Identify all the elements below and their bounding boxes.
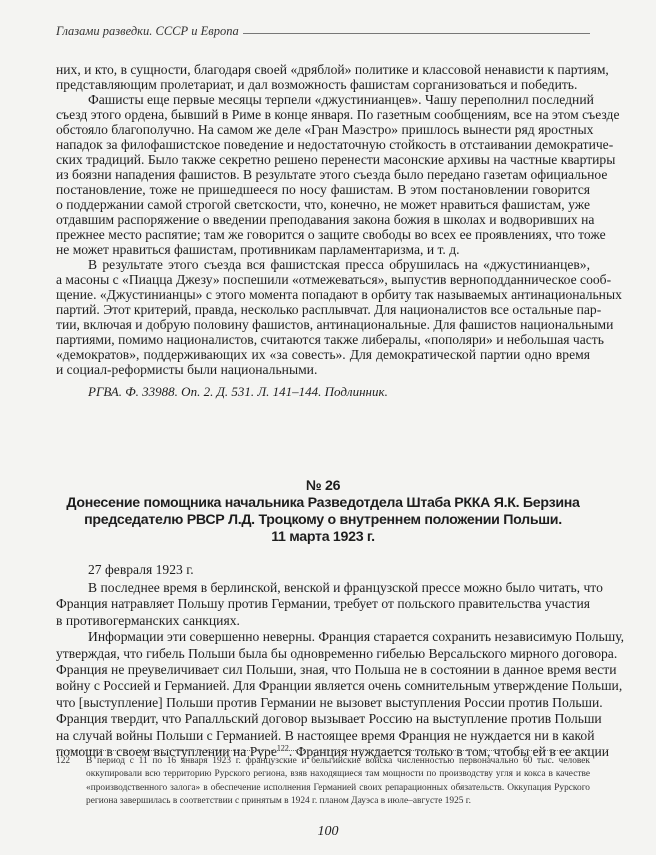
text-line: «демократов», поддерживающих их «за совесть». Для демократической партии одно время xyxy=(56,347,590,362)
text-line: В результате этого съезда вся фашистская пресса обрушилась на «джустинианцев», xyxy=(88,257,590,272)
text-line: ских традиций. Было также секретно решено перенести масонские архивы на частные квартиры xyxy=(56,152,616,167)
text-line: тии, включая и добрую половину фашистов, антинациональные. Для фашистов национальными xyxy=(56,317,614,332)
text-line: на случай войны Польши с Германией. В настоящее время Франция не нуждается ни в какой xyxy=(56,727,595,743)
text-line: о поддержании самой строгой светскости, что, конечно, не может нравиться фашистам, уже xyxy=(56,197,590,212)
body-text-top xyxy=(56,62,622,377)
footnote-number: 122 xyxy=(56,756,71,766)
archive-source: РГВА. Ф. 33988. Оп. 2. Д. 531. Л. 141–144. Подлинник. xyxy=(88,384,388,399)
text-line: Информации эти совершенно неверны. Франция старается сохранить независимую Польшу, xyxy=(88,629,625,645)
running-title: Глазами разведки. СССР и Европа xyxy=(56,24,239,38)
text-line: Франция не преувеличивает сил Польши, зная, что Польша не в состоянии в данное время вести xyxy=(56,661,617,677)
text-line: партиями, помимо националистов, считаются также либералы, «пополяри» и небольшая часть xyxy=(56,332,604,347)
text-line: Франция твердит, что Рапалльский договор вызывает Россию на выступление против Польши xyxy=(56,711,602,727)
text-line: партий. Этот критерий, правда, несколько расплывчат. Для националистов все остальные пар- xyxy=(56,302,602,317)
footnote-line: оккупировали всю территорию Рурского региона, взяв находящиеся там мощности по производству угля и кокса в качестве xyxy=(86,769,590,780)
text-line: в противогерманских санкциях. xyxy=(56,612,240,628)
text-line: и социал-реформисты были национальными. xyxy=(56,362,318,377)
text-line: щение. «Джустинианцы» с этого момента попадают в орбиту так называемых антинациональных xyxy=(56,287,622,302)
text-line: них, и кто, в сущности, благодаря своей «дряблой» политике и классовой ненависти к партиям, xyxy=(56,62,609,77)
text-line: войну с Россией и Германией. Для Франции является очень сомнительным утверждение Польши, xyxy=(56,678,623,694)
text-line: а масоны с «Пиацца Джезу» поспешили «отмежеваться», выпустив верноподданническое сооб- xyxy=(56,272,612,287)
document-number: № 26 xyxy=(305,478,341,494)
body-text-document xyxy=(56,580,625,760)
footnote-line: региона завершилась в соответствии с принятым в 1924 г. планом Дауэса в июле–августе 1925 г. xyxy=(86,795,471,806)
text-segment: помощи в своем выступлении на Руре xyxy=(56,743,277,759)
text-line: прежнее место распятие; там же говорится о защите свободы во всех ее проявлениях, что тоже xyxy=(56,227,606,242)
text-line: обстояло благополучно. На самом же деле «Гран Маэстро» пришлось вынести ряд яростных xyxy=(56,122,594,137)
text-line: съезд этого ордена, бывший в Риме в конце января. По газетным сообщениям, все на этом съезде xyxy=(56,107,620,122)
running-header xyxy=(56,24,590,39)
text-line: что [выступление] Польши против Германии не вызовет выступления России против Польши. xyxy=(56,694,603,710)
footnote-line: В период с 11 по 16 января 1923 г. французские и бельгийские войска численностью первоначально 60 тыс. человек xyxy=(86,756,590,766)
text-line: нападок за филофашистское поведение и недостаточную стойкость в отстаивании демократиче- xyxy=(56,137,614,152)
footnote-divider xyxy=(56,750,590,751)
text-line: представляющим пролетариат, и дал возможность фашистам сорганизоваться и победить. xyxy=(56,77,578,92)
document-title-line: председателю РВСР Л.Д. Троцкому о внутреннем положении Польши. xyxy=(84,512,562,528)
text-line: отдавшим распоряжение о введении преподавания закона божия в школах и водворивших на xyxy=(56,212,595,227)
text-line: утверждая, что гибель Польши была бы одновременно гибелью Версальского мирного договора. xyxy=(56,645,618,661)
text-line: Фашисты еще первые месяцы терпели «джустинианцев». Чашу переполнил последний xyxy=(88,92,594,107)
text-line: из боязни нападения фашистов. В результате этого съезда было передано газетам официальное xyxy=(56,167,608,182)
document-heading xyxy=(56,478,590,546)
text-line: Франция натравляет Польшу против Германии, требует от польского правительства участия xyxy=(56,596,590,612)
document-date-heading: 11 марта 1923 г. xyxy=(271,529,375,545)
text-line: В последнее время в берлинской, венской и французской прессе можно было читать, что xyxy=(88,580,603,595)
page-number: 100 xyxy=(317,824,339,839)
document-title-line: Донесение помощника начальника Разведотдела Штаба РККА Я.К. Берзина xyxy=(66,495,580,511)
text-line: не может нравиться фашистам, противникам парламентаризма, и т. д. xyxy=(56,242,460,257)
header-rule xyxy=(243,33,590,34)
text-line: постановление, тоже не пришедшееся по носу фашистам. В этом постановлении говорится xyxy=(56,182,590,197)
footnote xyxy=(56,755,590,808)
letter-date: 27 февраля 1923 г. xyxy=(88,562,194,577)
footnote-reference[interactable]: 122 xyxy=(276,743,289,753)
text-segment: . Франция нуждается только в том, чтобы ей в ее акции xyxy=(288,743,610,759)
footnote-line: «производственного залога» в обеспечение исполнения Германией своих репарационных обязательств. Оккупация Рурского xyxy=(86,782,590,793)
